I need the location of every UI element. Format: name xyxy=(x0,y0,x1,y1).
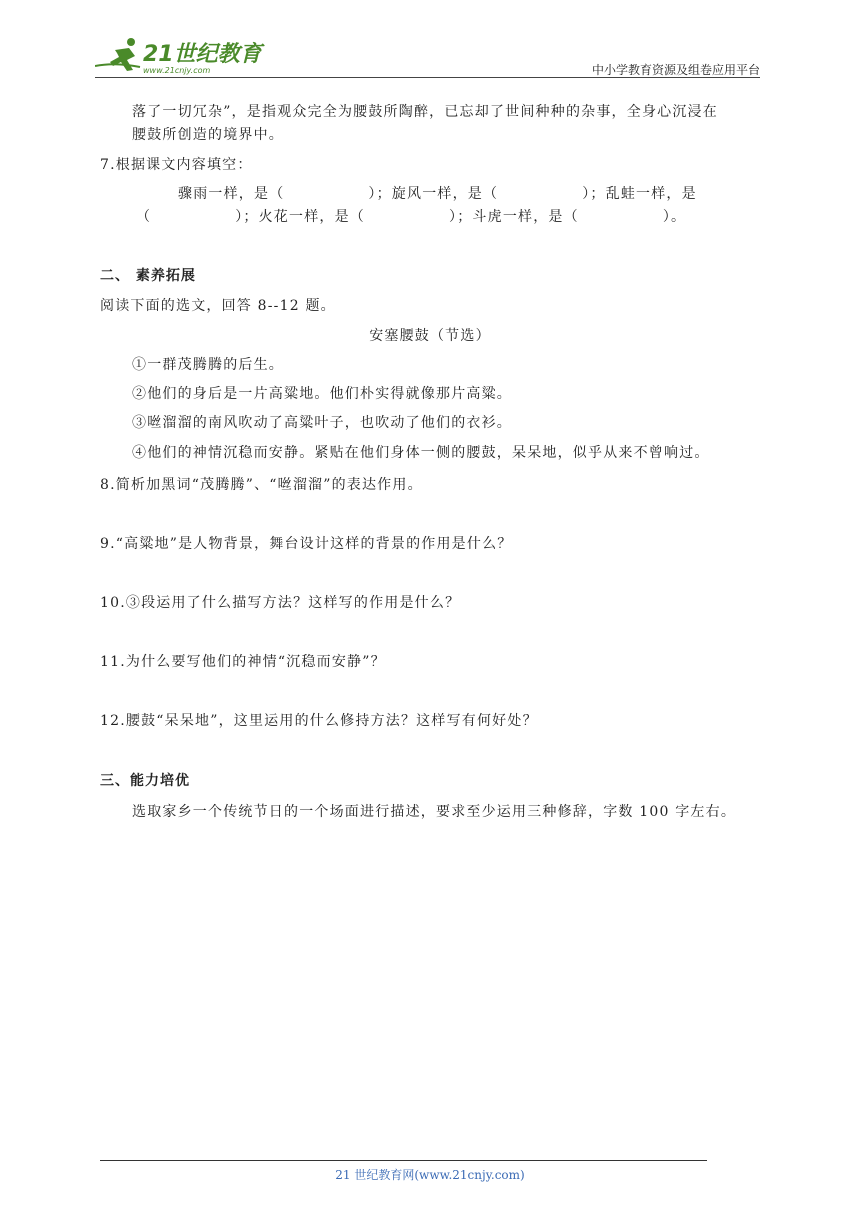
footer-divider xyxy=(100,1160,707,1161)
footer-text: 21 世纪教育网(www.21cnjy.com) xyxy=(335,1168,525,1182)
section-3-title: 三、能力培优 xyxy=(100,773,190,789)
q7-text: ）；乱蛙一样，是 xyxy=(582,186,697,202)
logo-text: 21世纪教育 xyxy=(143,42,262,67)
logo-url: www.21cnjy.com xyxy=(143,66,211,75)
question-8: 8.简析加黑词“茂腾腾”、“咝溜溜”的表达作用。 xyxy=(100,477,423,493)
q7-text: ）。 xyxy=(662,209,687,225)
writing-task: 选取家乡一个传统节日的一个场面进行描述，要求至少运用三种修辞，字数 100 字左右。 xyxy=(132,804,737,820)
q7-fill-line-2 xyxy=(136,206,686,226)
passage-paragraph-1: ①一群茂腾腾的后生。 xyxy=(132,357,284,373)
q7-text: ）；旋风一样，是（ xyxy=(368,186,499,202)
logo xyxy=(95,36,265,78)
question-11: 11.为什么要写他们的神情“沉稳而安静”？ xyxy=(100,654,386,670)
question-9: 9.“高粱地”是人物背景，舞台设计这样的背景的作用是什么？ xyxy=(100,536,513,552)
q7-text: ）；斗虎一样，是（ xyxy=(449,209,579,225)
logo-runner-icon xyxy=(95,36,265,78)
q7-title: 7.根据课文内容填空： xyxy=(100,157,253,173)
q7-text: （ xyxy=(136,209,152,225)
reading-instruction: 阅读下面的选文，回答 8--12 题。 xyxy=(100,298,336,314)
question-12: 12.腰鼓“呆呆地”，这里运用的什么修持方法？这样写有何好处？ xyxy=(100,713,538,729)
passage-paragraph-2: ②他们的身后是一片高粱地。他们朴实得就像那片高粱。 xyxy=(132,386,512,402)
intro-line-2: 腰鼓所创造的境界中。 xyxy=(132,127,284,143)
section-2-title: 二、 素养拓展 xyxy=(100,268,196,284)
passage-paragraph-4: ④他们的神情沉稳而安静。紧贴在他们身体一侧的腰鼓，呆呆地，似乎从来不曾响过。 xyxy=(132,445,710,461)
page-header xyxy=(95,36,760,80)
passage-title: 安塞腰鼓（节选） xyxy=(369,328,491,344)
header-divider xyxy=(95,77,760,78)
q7-text: 骤雨一样，是（ xyxy=(178,186,285,202)
question-10: 10.③段运用了什么描写方法？这样写的作用是什么？ xyxy=(100,595,461,611)
intro-line-1: 落了一切冗杂”，是指观众完全为腰鼓所陶醉，已忘却了世间种种的杂事，全身心沉浸在 xyxy=(132,104,718,120)
q7-fill-line-1 xyxy=(178,183,697,203)
q7-text: ）；火花一样，是（ xyxy=(235,209,366,225)
platform-name: 中小学教育资源及组卷应用平台 xyxy=(591,63,760,77)
passage-paragraph-3: ③咝溜溜的南风吹动了高粱叶子，也吹动了他们的衣衫。 xyxy=(132,415,512,431)
